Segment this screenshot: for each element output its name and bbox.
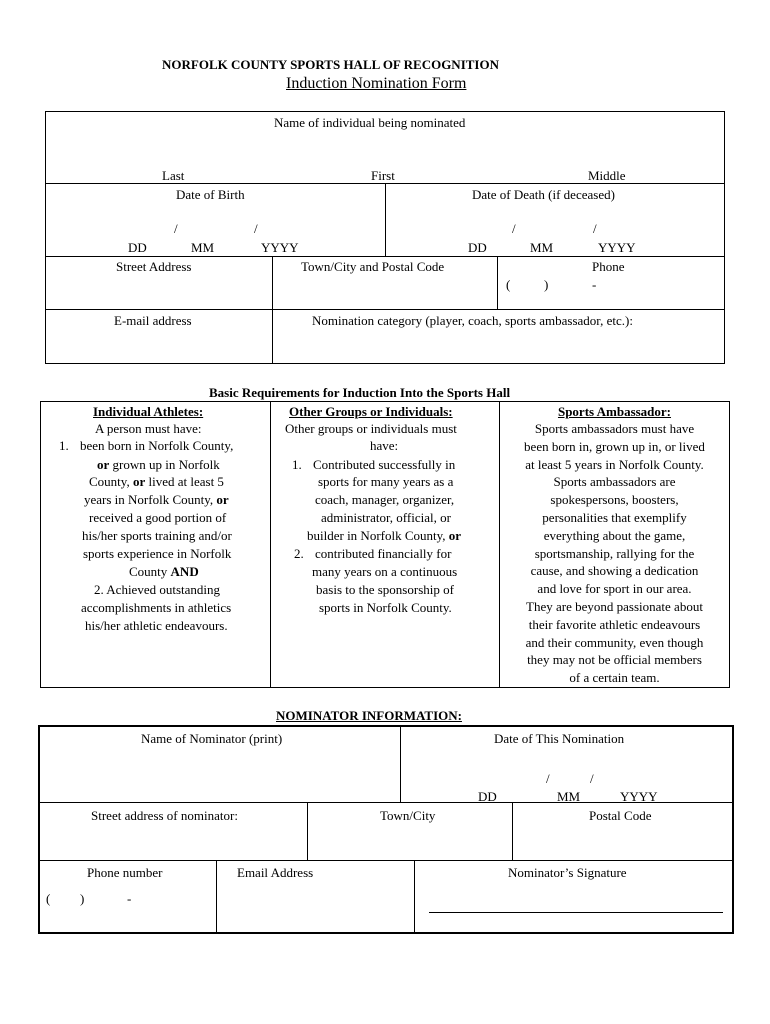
athletes-item1-line4: years in Norfolk County, or xyxy=(84,492,229,507)
athletes-item1-line1: been born in Norfolk County, xyxy=(80,438,234,453)
nominator-street-label: Street address of nominator: xyxy=(91,808,238,823)
nominator-phone-label: Phone number xyxy=(87,865,163,880)
athletes-intro: A person must have: xyxy=(95,421,202,436)
phone-close-paren: ) xyxy=(544,277,549,292)
nominator-title: NOMINATOR INFORMATION: xyxy=(276,708,462,723)
ambassador-line: personalities that exemplify xyxy=(542,510,687,525)
ambassador-line: their favorite athletic endeavours xyxy=(528,616,701,632)
nominee-name-label: Name of individual being nominated xyxy=(274,115,466,130)
ambassador-line: they may not be official members xyxy=(527,652,702,668)
nominator-phone-close: ) xyxy=(80,891,85,906)
requirements-title: Basic Requirements for Induction Into the Sports Hall xyxy=(209,385,511,400)
phone-open-paren: ( xyxy=(506,277,511,292)
nominator-phone-open: ( xyxy=(46,891,51,906)
ambassador-line: Sports ambassadors are xyxy=(553,474,676,490)
dob-label: Date of Birth xyxy=(176,187,245,202)
town-postal-label: Town/City and Postal Code xyxy=(301,259,445,274)
nom-date-dd: DD xyxy=(478,789,497,804)
street-address-label: Street Address xyxy=(116,259,192,274)
athletes-item1-line6: his/her sports training and/or xyxy=(82,528,232,543)
ambassador-line: at least 5 years in Norfolk County. xyxy=(525,456,704,472)
dod-slash-2: / xyxy=(593,221,597,236)
dod-yyyy: YYYY xyxy=(598,240,636,255)
groups-item2-number: 2. xyxy=(294,546,304,561)
phone-label: Phone xyxy=(592,259,625,274)
groups-item1-line3: coach, manager, organizer, xyxy=(315,492,455,507)
athletes-item1-line5: received a good portion of xyxy=(89,510,227,525)
athletes-item2-line1: 2. Achieved outstanding xyxy=(94,582,221,597)
ambassador-line: They are beyond passionate about xyxy=(526,599,703,614)
ambassador-line: and their community, even though xyxy=(525,634,704,650)
ambassador-heading: Sports Ambassador: xyxy=(557,404,672,419)
groups-heading: Other Groups or Individuals: xyxy=(289,404,453,419)
athletes-item2-line3: his/her athletic endeavours. xyxy=(85,618,228,633)
athletes-heading: Individual Athletes: xyxy=(93,404,204,419)
nom-date-yyyy: YYYY xyxy=(620,789,658,804)
phone-dash: - xyxy=(592,277,597,292)
groups-item1-line4: administrator, official, or xyxy=(321,510,451,525)
dod-label: Date of Death (if deceased) xyxy=(472,187,615,202)
athletes-item1-line8: County AND xyxy=(129,564,199,579)
ambassador-line: of a certain team. xyxy=(569,670,660,686)
groups-item2-line1: contributed financially for xyxy=(315,546,452,561)
groups-item1-line2: sports for many years as a xyxy=(318,474,454,489)
first-name-label: First xyxy=(371,168,395,183)
groups-item2-line4: sports in Norfolk County. xyxy=(319,600,452,615)
groups-item1-line1: Contributed successfully in xyxy=(313,457,456,472)
groups-item2-line3: basis to the sponsorship of xyxy=(316,582,454,597)
dob-slash-2: / xyxy=(254,221,258,236)
groups-item2-line2: many years on a continuous xyxy=(312,564,458,579)
groups-item1-number: 1. xyxy=(292,457,302,472)
middle-name-label: Middle xyxy=(588,168,626,183)
dob-mm: MM xyxy=(191,240,215,255)
dob-dd: DD xyxy=(128,240,147,255)
nomination-date-label: Date of This Nomination xyxy=(494,731,625,746)
nom-date-slash-1: / xyxy=(546,771,550,786)
dod-slash-1: / xyxy=(512,221,516,236)
athletes-item1-line2: or grown up in Norfolk xyxy=(97,457,220,472)
nominator-postal-label: Postal Code xyxy=(589,808,652,823)
athletes-item1-line3: County, or lived at least 5 xyxy=(89,474,224,489)
nominator-email-label: Email Address xyxy=(237,865,314,880)
ambassador-line: cause, and showing a dedication xyxy=(530,563,699,579)
ambassador-line: sportsmanship, rallying for the xyxy=(534,545,695,561)
last-name-label: Last xyxy=(162,168,185,183)
ambassador-line: been born in, grown up in, or lived xyxy=(524,438,705,454)
form-org-title: NORFOLK COUNTY SPORTS HALL OF RECOGNITION xyxy=(162,57,499,72)
athletes-item1-number: 1. xyxy=(59,438,69,453)
nom-date-mm: MM xyxy=(557,789,581,804)
athletes-item2-line2: accomplishments in athletics xyxy=(81,600,232,615)
signature-line[interactable] xyxy=(429,912,723,913)
nomination-category-label: Nomination category (player, coach, sports ambassador, etc.): xyxy=(312,313,633,328)
nom-date-slash-2: / xyxy=(590,771,594,786)
groups-item1-line5: builder in Norfolk County, or xyxy=(307,528,462,543)
nominator-phone-dash: - xyxy=(127,891,132,906)
dod-mm: MM xyxy=(530,240,554,255)
dob-yyyy: YYYY xyxy=(261,240,299,255)
form-title: Induction Nomination Form xyxy=(286,75,467,92)
ambassador-line: and love for sport in our area. xyxy=(537,581,692,597)
nominator-town-label: Town/City xyxy=(380,808,436,823)
groups-intro-line2: have: xyxy=(370,438,399,453)
email-label: E-mail address xyxy=(114,313,192,328)
athletes-item1-line7: sports experience in Norfolk xyxy=(83,546,232,561)
ambassador-line: spokespersons, boosters, xyxy=(550,492,679,508)
nominee-name-field[interactable] xyxy=(50,132,720,166)
nominator-signature-label: Nominator’s Signature xyxy=(508,865,627,880)
nominator-name-label: Name of Nominator (print) xyxy=(141,731,283,746)
ambassador-line: everything about the game, xyxy=(543,527,686,543)
groups-intro-line1: Other groups or individuals must xyxy=(285,421,457,436)
ambassador-line: Sports ambassadors must have xyxy=(534,421,695,436)
dod-dd: DD xyxy=(468,240,487,255)
dob-slash-1: / xyxy=(174,221,178,236)
